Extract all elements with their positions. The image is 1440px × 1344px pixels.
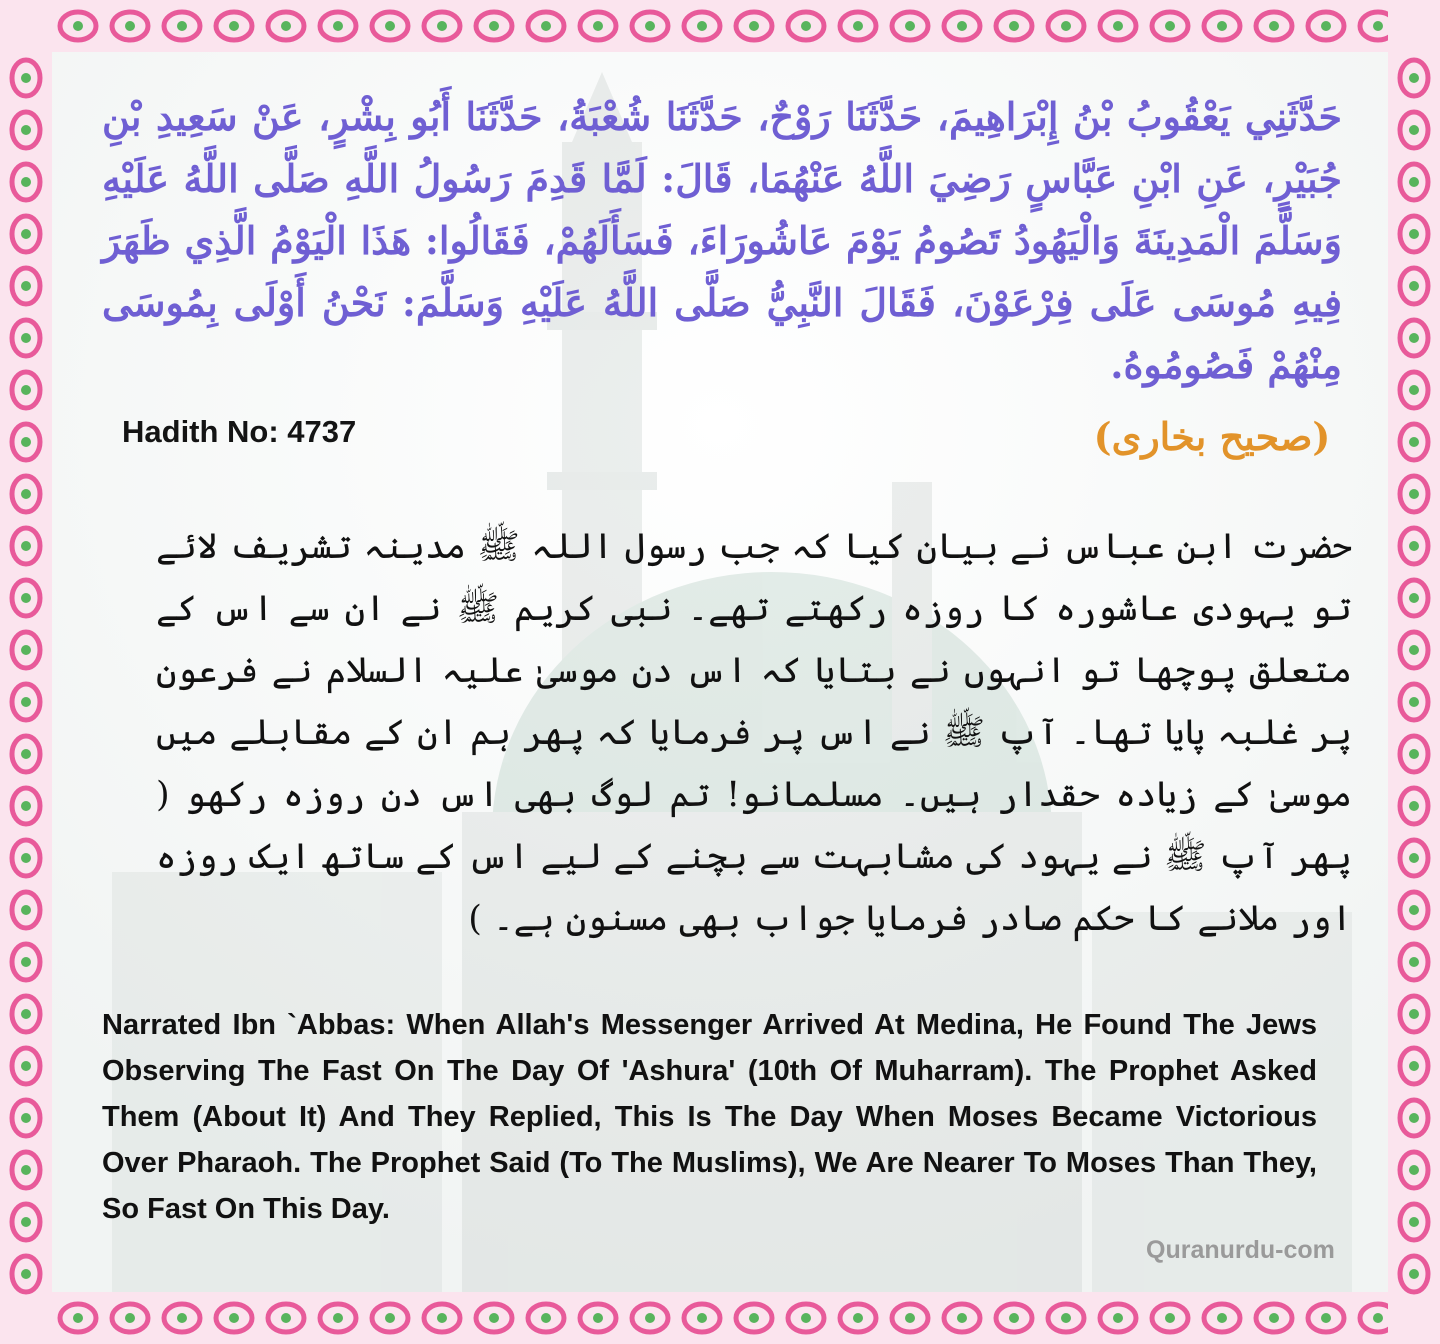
english-translation: Narrated Ibn `Abbas: When Allah's Messenger Arrived At Medina, He Found The Jews Observing The Fast On The Day Of 'Ashura' (10th Of Muharram). The Prophet Asked Them (About It) And They Replied, This Is The Day When Moses Became Victorious Over Pharaoh. The Prophet Said (To The Muslims), We Are Nearer To Moses Than They, So Fast On This Day.: [102, 1009, 1317, 1225]
decorative-border-bottom: [0, 1292, 1440, 1344]
decorative-border-right: [1388, 0, 1440, 1344]
content-panel: [52, 52, 1388, 1292]
book-title: (صحیح بخاری): [1093, 414, 1331, 459]
hadith-number: Hadith No: 4737: [122, 414, 357, 449]
urdu-translation: حضرت ابن عباس نے بیان کیا کہ جب رسول اللہ ﷺ مدینہ تشریف لائے تو یہودی عاشورہ کا روزہ رکھتے تھے۔ نبی کریم ﷺ نے ان سے اس کے متعلق پوچھا تو انہوں نے بتایا کہ اس دن موسیٰ علیہ السلام نے فرعون پر غلبہ پایا تھا۔ آپ ﷺ نے اس پر فرمایا کہ پھر ہم ان کے مقابلے میں موسیٰ کے زیادہ حقدار ہیں۔ مسلمانو! تم لوگ بھی اس دن روزہ رکھو ( پھر آپ ﷺ نے یہود کی مشابہت سے بچنے کے لیے اس کے ساتھ ایک روزہ اور ملانے کا حکم صادر فرمایا جواب بھی مسنون ہے۔ ): [156, 527, 1352, 939]
decorative-border-top: [0, 0, 1440, 52]
arabic-hadith-text: حَدَّثَنِي يَعْقُوبُ بْنُ إِبْرَاهِيمَ، حَدَّثَنَا رَوْحٌ، حَدَّثَنَا شُعْبَةُ، حَدَّثَنَا أَبُو بِشْرٍ، عَنْ سَعِيدِ بْنِ جُبَيْرٍ، عَنِ ابْنِ عَبَّاسٍ رَضِيَ اللَّهُ عَنْهُمَا، قَالَ: لَمَّا قَدِمَ رَسُولُ اللَّهِ صَلَّى اللَّهُ عَلَيْهِ وَسَلَّمَ الْمَدِينَةَ وَالْيَهُودُ تَصُومُ يَوْمَ عَاشُورَاءَ، فَسَأَلَهُمْ، فَقَالُوا: هَذَا الْيَوْمُ الَّذِي ظَهَرَ فِيهِ مُوسَى عَلَى فِرْعَوْنَ، فَقَالَ النَّبِيُّ صَلَّى اللَّهُ عَلَيْهِ وَسَلَّمَ: نَحْنُ أَوْلَى بِمُوسَى مِنْهُمْ فَصُومُوهُ.: [102, 94, 1342, 387]
decorative-border-left: [0, 0, 52, 1344]
watermark: Quranurdu-com: [1146, 1236, 1335, 1264]
